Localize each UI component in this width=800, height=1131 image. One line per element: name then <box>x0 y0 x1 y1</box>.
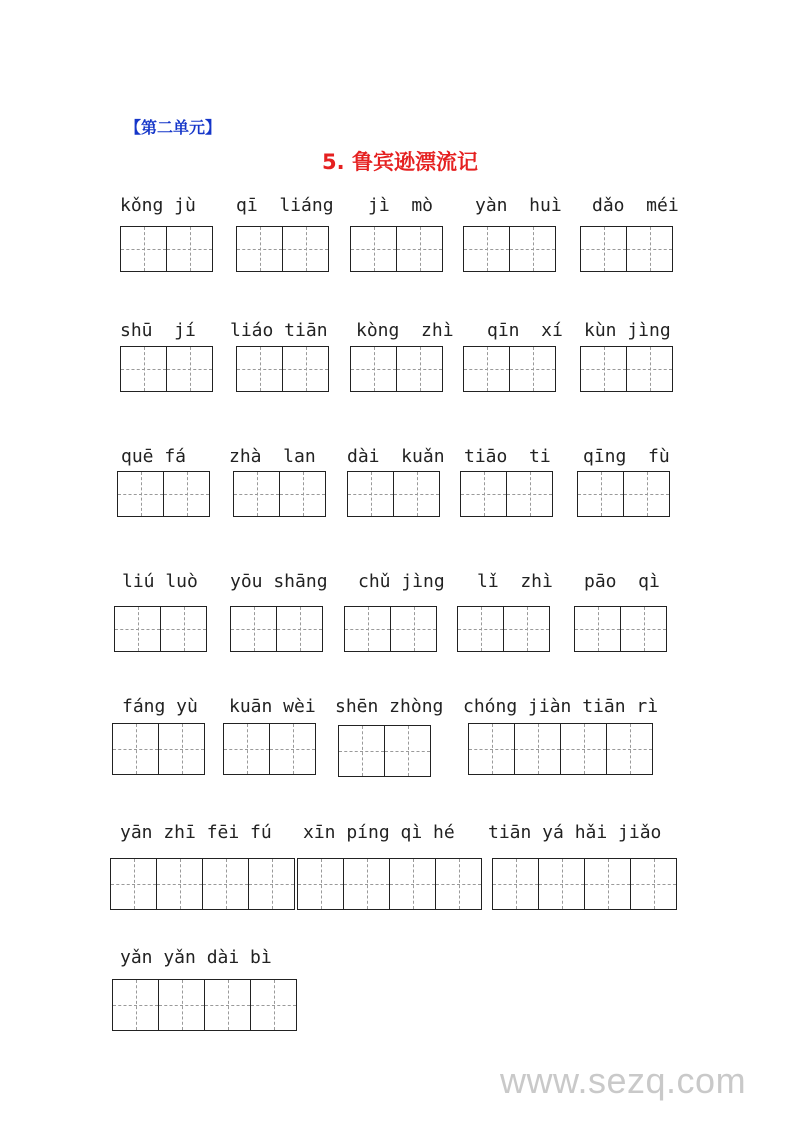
writing-grid[interactable] <box>460 471 553 517</box>
pinyin-label: zhà lan <box>229 446 316 467</box>
pinyin-label: liáo tiān <box>230 320 328 341</box>
writing-grid[interactable] <box>297 858 482 910</box>
writing-grid[interactable] <box>120 226 213 272</box>
pinyin-label: qīn xí <box>487 320 563 341</box>
writing-grid[interactable] <box>233 471 326 517</box>
writing-grid[interactable] <box>580 346 673 392</box>
writing-grid[interactable] <box>338 725 431 777</box>
pinyin-label: tiāo ti <box>464 446 551 467</box>
pinyin-label: tiān yá hǎi jiǎo <box>488 822 662 843</box>
pinyin-label: qī liáng <box>236 195 334 216</box>
writing-grid[interactable] <box>236 346 329 392</box>
pinyin-label: yàn huì <box>475 195 562 216</box>
pinyin-label: lǐ zhì <box>477 571 553 592</box>
writing-grid[interactable] <box>236 226 329 272</box>
lesson-title: 5. 鲁宾逊漂流记 <box>322 150 478 174</box>
unit-label: 【第二单元】 <box>125 118 222 137</box>
pinyin-label: jì mò <box>368 195 434 216</box>
pinyin-label: chóng jiàn tiān rì <box>463 696 659 717</box>
pinyin-label: kǒng jù <box>120 195 196 216</box>
writing-grid[interactable] <box>574 606 667 652</box>
writing-grid[interactable] <box>110 858 295 910</box>
writing-grid[interactable] <box>223 723 316 775</box>
writing-grid[interactable] <box>344 606 437 652</box>
pinyin-label: yǎn yǎn dài bì <box>120 947 272 968</box>
writing-grid[interactable] <box>350 346 443 392</box>
pinyin-label: dài kuǎn <box>347 446 445 467</box>
pinyin-label: kòng zhì <box>356 320 454 341</box>
writing-grid[interactable] <box>492 858 677 910</box>
pinyin-label: kuān wèi <box>229 696 316 717</box>
writing-grid[interactable] <box>112 979 297 1031</box>
pinyin-label: yōu shāng <box>230 571 328 592</box>
pinyin-label: quē fá <box>121 446 187 467</box>
writing-grid[interactable] <box>350 226 443 272</box>
pinyin-label: shēn zhòng <box>335 696 444 717</box>
writing-grid[interactable] <box>463 346 556 392</box>
watermark: www.sezq.com <box>500 1060 747 1101</box>
pinyin-label: xīn píng qì hé <box>303 822 455 843</box>
writing-grid[interactable] <box>463 226 556 272</box>
pinyin-label: qīng fù <box>583 446 670 467</box>
writing-grid[interactable] <box>347 471 440 517</box>
pinyin-label: pāo qì <box>584 571 660 592</box>
writing-grid[interactable] <box>114 606 207 652</box>
writing-grid[interactable] <box>230 606 323 652</box>
pinyin-label: kùn jìng <box>584 320 671 341</box>
writing-grid[interactable] <box>468 723 653 775</box>
writing-grid[interactable] <box>112 723 205 775</box>
pinyin-label: yān zhī fēi fú <box>120 822 272 843</box>
pinyin-label: dǎo méi <box>592 195 679 216</box>
pinyin-label: fáng yù <box>122 696 198 717</box>
writing-grid[interactable] <box>577 471 670 517</box>
writing-grid[interactable] <box>457 606 550 652</box>
writing-grid[interactable] <box>120 346 213 392</box>
writing-grid[interactable] <box>117 471 210 517</box>
writing-grid[interactable] <box>580 226 673 272</box>
pinyin-label: liú luò <box>122 571 198 592</box>
pinyin-label: chǔ jìng <box>358 571 445 592</box>
pinyin-label: shū jí <box>120 320 196 341</box>
